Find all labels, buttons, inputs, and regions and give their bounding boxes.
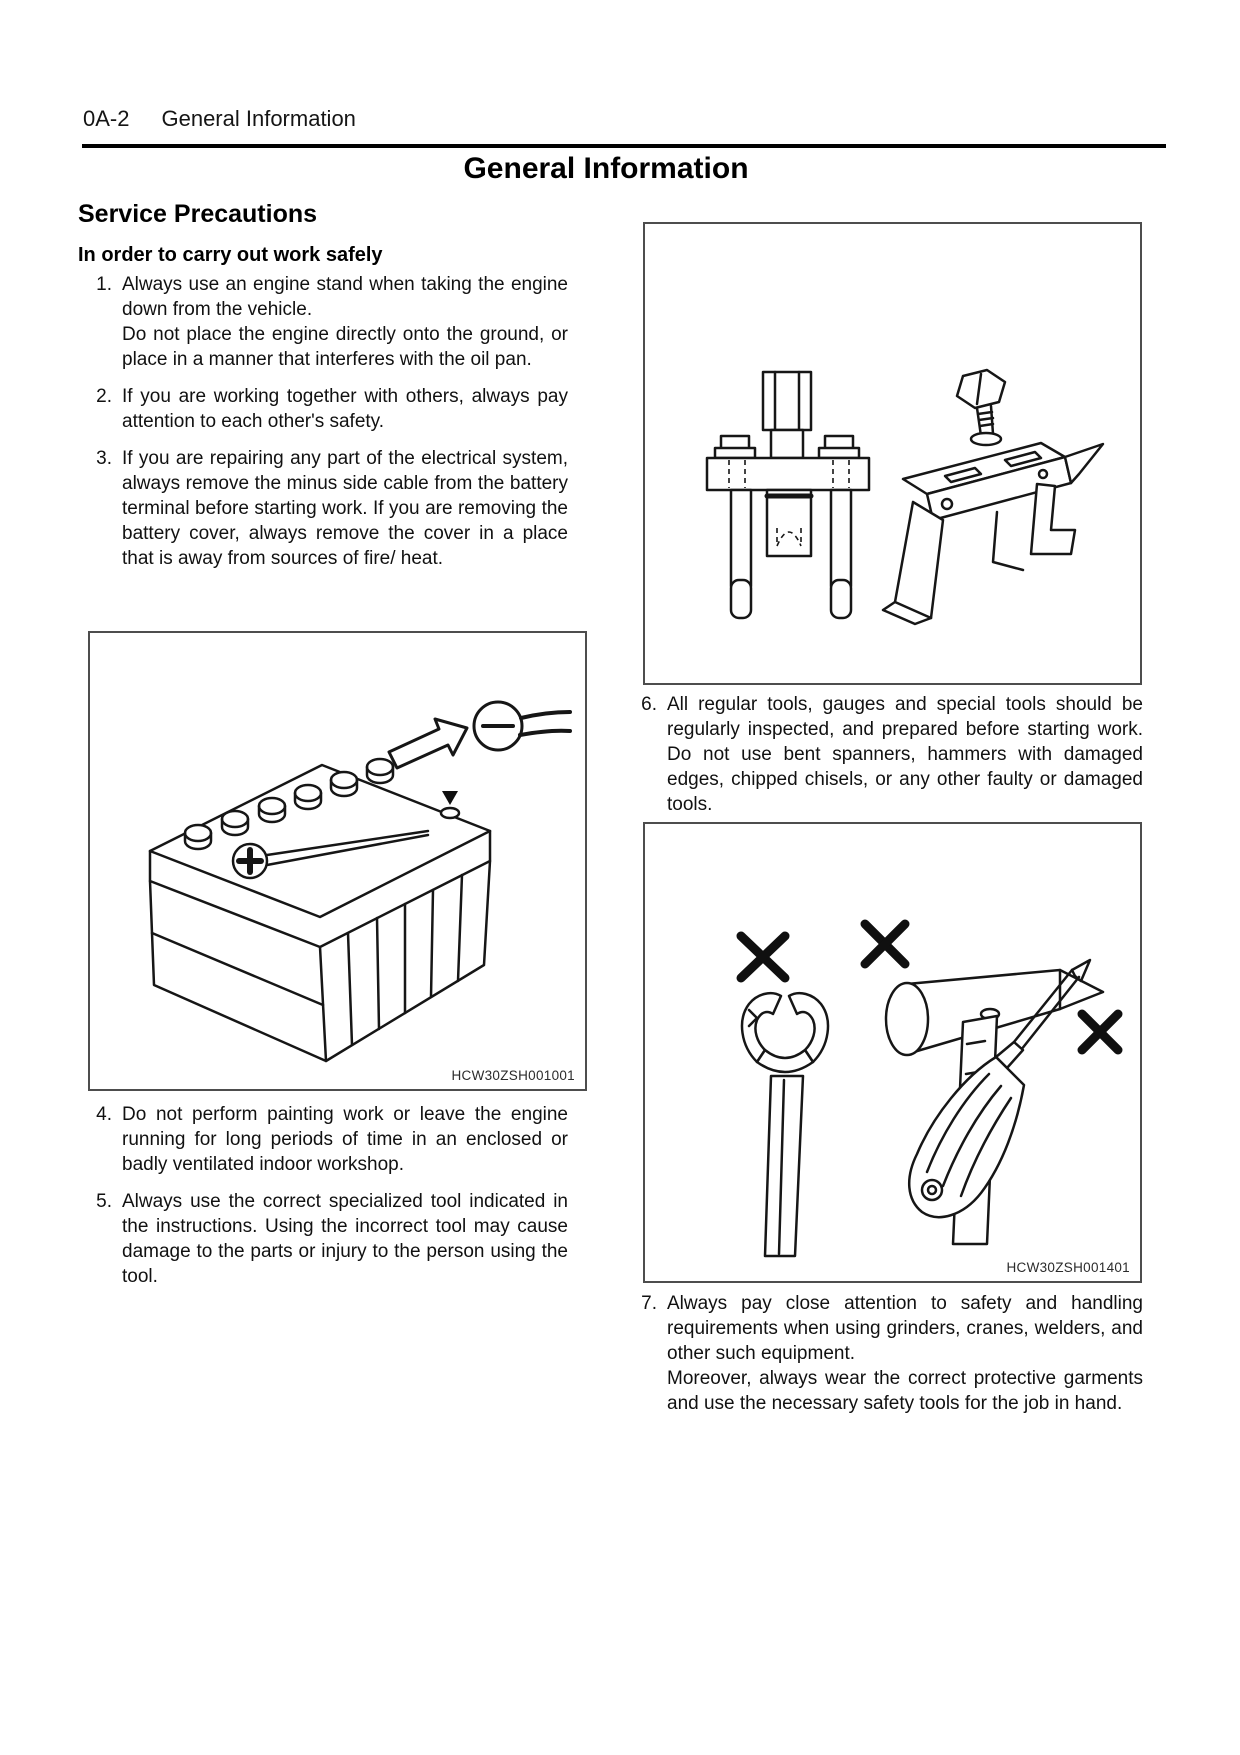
item-text: If you are working together with others, always pay attention to each other's safety. [122, 386, 568, 432]
x-mark-icon [865, 924, 905, 964]
list-item [631, 692, 1143, 817]
header-rule [82, 144, 1166, 148]
item-number: 6. [641, 694, 657, 715]
page-code: 0A-2 [83, 106, 130, 131]
damaged-tools-illustration [645, 824, 1140, 1281]
item-text: Always use the correct specialized tool indicated in the instructions. Using the incorrect tool may cause damage to the parts or injury to the person using the tool. [122, 1191, 568, 1287]
item-text: Always use an engine stand when taking the engine down from the vehicle. Do not place the engine directly onto the ground, or place in a manner that interferes with the oil pan. [122, 274, 568, 370]
running-header [83, 106, 356, 132]
figure-box-special-tools [643, 222, 1142, 685]
list-item [86, 1102, 568, 1177]
section-heading: Service Precautions [78, 200, 318, 228]
item-text: Always pay close attention to safety and handling requirements when using grinders, cranes, welders, and other such equipment. Moreover, always wear the correct protective garments and use the necessary safety tools for the job in hand. [667, 1293, 1143, 1414]
figure-box-damaged-tools [643, 822, 1142, 1283]
precaution-list-4-5 [86, 1102, 568, 1289]
page-title: General Information [463, 152, 749, 185]
item-text: All regular tools, gauges and special tools should be regularly inspected, and prepared before starting work. Do not use bent spanners, hammers with damaged edges, chipped chisels, or any other faulty or damaged tools. [667, 694, 1143, 815]
x-mark-icon [741, 936, 785, 978]
item-number: 4. [96, 1104, 112, 1125]
engine-stand-bracket-drawing [707, 372, 869, 618]
precaution-list-6 [631, 692, 1143, 817]
minus-terminal-post [441, 791, 459, 818]
sub-heading: In order to carry out work safely [78, 244, 383, 266]
item-number: 1. [96, 274, 112, 295]
list-item [86, 272, 568, 372]
figure-caption: HCW30ZSH001401 [1006, 1260, 1130, 1275]
battery-illustration [90, 633, 585, 1089]
puller-clamp-drawing [883, 370, 1103, 624]
figure-caption: HCW30ZSH001001 [451, 1068, 575, 1083]
precaution-list-1-3 [86, 272, 568, 571]
list-item [86, 446, 568, 571]
item-text: If you are repairing any part of the electrical system, always remove the minus side cable from the battery terminal before starting work. If you are removing the battery cover, always remove the cover in a place that is away from sources of fire/ heat. [122, 448, 568, 569]
battery-drawing [150, 759, 490, 1061]
list-item [86, 1189, 568, 1289]
special-tools-illustration [645, 224, 1140, 683]
minus-cable-icon [474, 702, 570, 750]
x-mark-icon [1082, 1014, 1118, 1050]
figure-box-battery [88, 631, 587, 1091]
item-number: 2. [96, 386, 112, 407]
damaged-wrench-drawing [741, 936, 828, 1256]
item-text: Do not perform painting work or leave the engine running for long periods of time in an enclosed or badly ventilated indoor workshop. [122, 1104, 568, 1175]
item-number: 7. [641, 1293, 657, 1314]
precaution-list-7 [631, 1291, 1143, 1416]
item-number: 5. [96, 1191, 112, 1212]
item-number: 3. [96, 448, 112, 469]
arrow-icon [389, 719, 467, 768]
list-item [86, 384, 568, 434]
list-item [631, 1291, 1143, 1416]
chapter-title: General Information [161, 106, 356, 131]
